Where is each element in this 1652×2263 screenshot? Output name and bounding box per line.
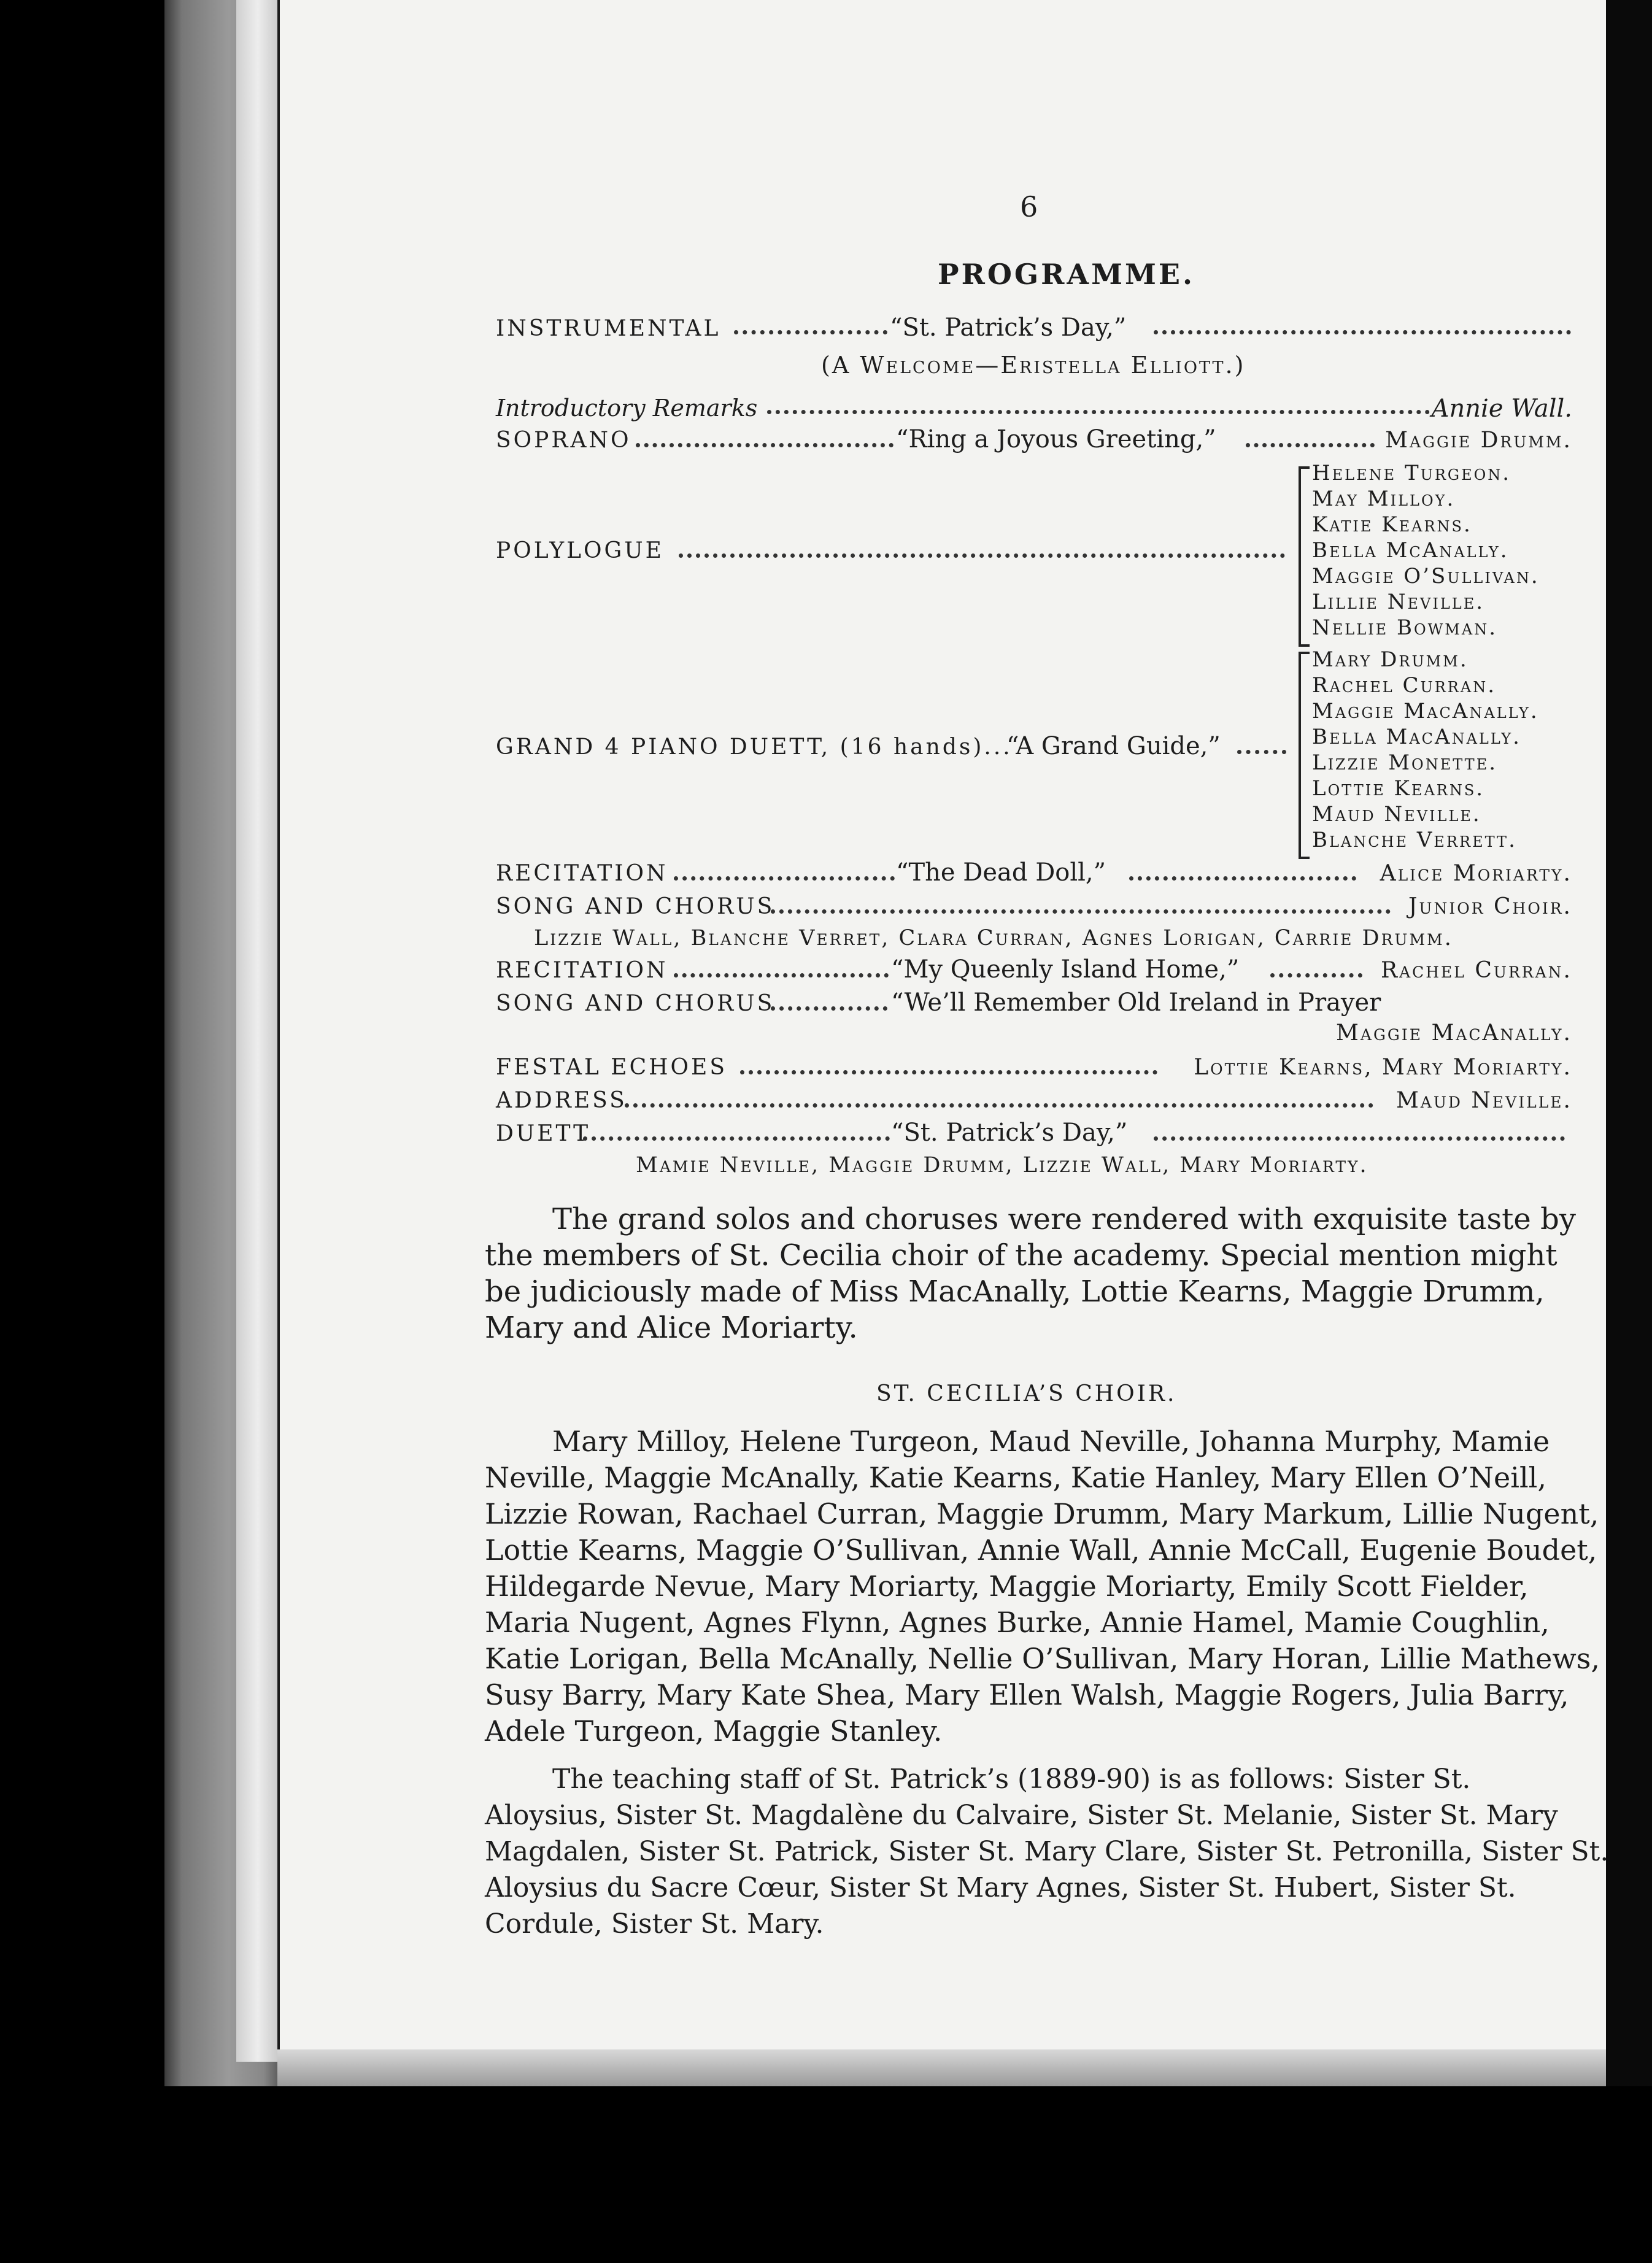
programme-label: RECITATION — [496, 958, 668, 983]
programme-piece: “Ring a Joyous Greeting,” — [896, 425, 1216, 453]
scan-page-edge — [236, 0, 281, 2062]
text-line: be judiciously made of Miss MacAnally, Lottie Kearns, Maggie Drumm, — [485, 1274, 1545, 1309]
scan-bottom-margin — [0, 2086, 1652, 2263]
list-item: Mary Drumm. — [1312, 647, 1469, 672]
text-line: Aloysius, Sister St. Magdalène du Calvaire, Sister St. Melanie, Sister St. Mary — [485, 1800, 1558, 1831]
brace — [1299, 466, 1310, 647]
text-line: Lizzie Rowan, Rachael Curran, Maggie Drumm, Mary Markum, Lillie Nugent, — [485, 1497, 1599, 1530]
list-item: Nellie Bowman. — [1312, 615, 1497, 640]
text-line: Lottie Kearns, Maggie O’Sullivan, Annie Wall, Annie McCall, Eugenie Boudet, — [485, 1533, 1597, 1567]
text-line: Aloysius du Sacre Cœur, Sister St Mary Agnes, Sister St. Hubert, Sister St. — [485, 1872, 1516, 1903]
list-item: Helene Turgeon. — [1312, 461, 1511, 485]
text-line: the members of St. Cecilia choir of the academy. Special mention might — [485, 1238, 1557, 1273]
list-item: Maud Neville. — [1312, 802, 1481, 827]
text-line: Mary Milloy, Helene Turgeon, Maud Neville, Johanna Murphy, Mamie — [552, 1425, 1550, 1458]
programme-label: SOPRANO — [496, 428, 631, 453]
programme-label: SONG AND CHORUS — [496, 894, 775, 919]
text-line: Susy Barry, Mary Kate Shea, Mary Ellen Walsh, Maggie Rogers, Julia Barry, — [485, 1678, 1569, 1711]
programme-performer: Annie Wall. — [1431, 395, 1572, 423]
programme-label: INSTRUMENTAL — [496, 316, 721, 341]
list-item: Lottie Kearns. — [1312, 776, 1485, 801]
list-item: Maggie O’Sullivan. — [1312, 564, 1540, 588]
programme-label: DUETT — [496, 1121, 591, 1146]
programme-label: POLYLOGUE — [496, 538, 664, 563]
programme-performer: Maud Neville. — [1395, 1088, 1572, 1113]
programme-piece: “The Dead Doll,” — [896, 858, 1106, 887]
programme-label: RECITATION — [496, 861, 668, 886]
list-item: Maggie MacAnally. — [1312, 699, 1539, 723]
programme-piece: “St. Patrick’s Day,” — [891, 1119, 1128, 1147]
programme-note: Lizzie Wall, Blanche Verret, Clara Curran, Agnes Lorigan, Carrie Drumm. — [534, 926, 1453, 950]
text-line: The grand solos and choruses were rendered with exquisite taste by — [552, 1202, 1576, 1236]
list-item: Lillie Neville. — [1312, 590, 1485, 614]
text-line: Maria Nugent, Agnes Flynn, Agnes Burke, Annie Hamel, Mamie Coughlin, — [485, 1606, 1550, 1639]
programme-note: (A Welcome—Eristella Elliott.) — [821, 352, 1246, 379]
programme-label: FESTAL ECHOES — [496, 1055, 727, 1080]
brace — [1299, 652, 1310, 859]
list-item: Rachel Curran. — [1312, 673, 1497, 698]
programme-performer: Rachel Curran. — [1380, 958, 1572, 983]
text-line: Katie Lorigan, Bella McAnally, Nellie O’Sullivan, Mary Horan, Lillie Mathews, — [485, 1642, 1600, 1675]
programme-performer: Maggie MacAnally. — [1336, 1020, 1572, 1046]
scan-right-margin — [1606, 0, 1652, 2263]
list-item: Katie Kearns. — [1312, 512, 1472, 537]
programme-piece: “We’ll Remember Old Ireland in Prayer — [891, 989, 1381, 1017]
programme-label: ADDRESS — [496, 1088, 627, 1113]
programme-performer: Junior Choir. — [1408, 894, 1572, 919]
programme-piece: “St. Patrick’s Day,” — [890, 314, 1127, 342]
programme-note: Mamie Neville, Maggie Drumm, Lizzie Wall, Mary Moriarty. — [636, 1153, 1368, 1178]
list-item: Bella MacAnally. — [1312, 725, 1521, 749]
list-item: May Milloy. — [1312, 487, 1456, 511]
list-item: Blanche Verrett. — [1312, 828, 1517, 852]
text-line: Cordule, Sister St. Mary. — [485, 1908, 824, 1940]
programme-label: SONG AND CHORUS — [496, 991, 775, 1016]
list-item: Bella McAnally. — [1312, 538, 1509, 563]
programme-label: GRAND 4 PIANO DUETT, (16 hands)... — [496, 734, 1013, 760]
text-line: Hildegarde Nevue, Mary Moriarty, Maggie Moriarty, Emily Scott Fielder, — [485, 1570, 1529, 1603]
text-line: Magdalen, Sister St. Patrick, Sister St. Mary Clare, Sister St. Petronilla, Sister St. — [485, 1836, 1609, 1867]
programme-piece: “My Queenly Island Home,” — [891, 955, 1240, 984]
text-line: Neville, Maggie McAnally, Katie Kearns, Katie Hanley, Mary Ellen O’Neill, — [485, 1461, 1547, 1494]
page-bottom-shadow — [277, 2049, 1606, 2086]
programme-performer: Maggie Drumm. — [1385, 428, 1572, 453]
text-line: Mary and Alice Moriarty. — [485, 1311, 858, 1345]
programme-performer: Alice Moriarty. — [1380, 861, 1572, 886]
programme-performer: Lottie Kearns, Mary Moriarty. — [1194, 1055, 1572, 1080]
page-title: PROGRAMME. — [938, 258, 1195, 291]
programme-label: Introductory Remarks — [496, 395, 758, 422]
page-number: 6 — [1020, 190, 1038, 223]
programme-piece: “A Grand Guide,” — [1006, 732, 1221, 760]
list-item: Lizzie Monette. — [1312, 750, 1498, 775]
text-line: The teaching staff of St. Patrick’s (1889-90) is as follows: Sister St. — [552, 1764, 1471, 1795]
section-heading: ST. CECILIA’S CHOIR. — [876, 1381, 1177, 1406]
text-line: Adele Turgeon, Maggie Stanley. — [485, 1714, 943, 1748]
